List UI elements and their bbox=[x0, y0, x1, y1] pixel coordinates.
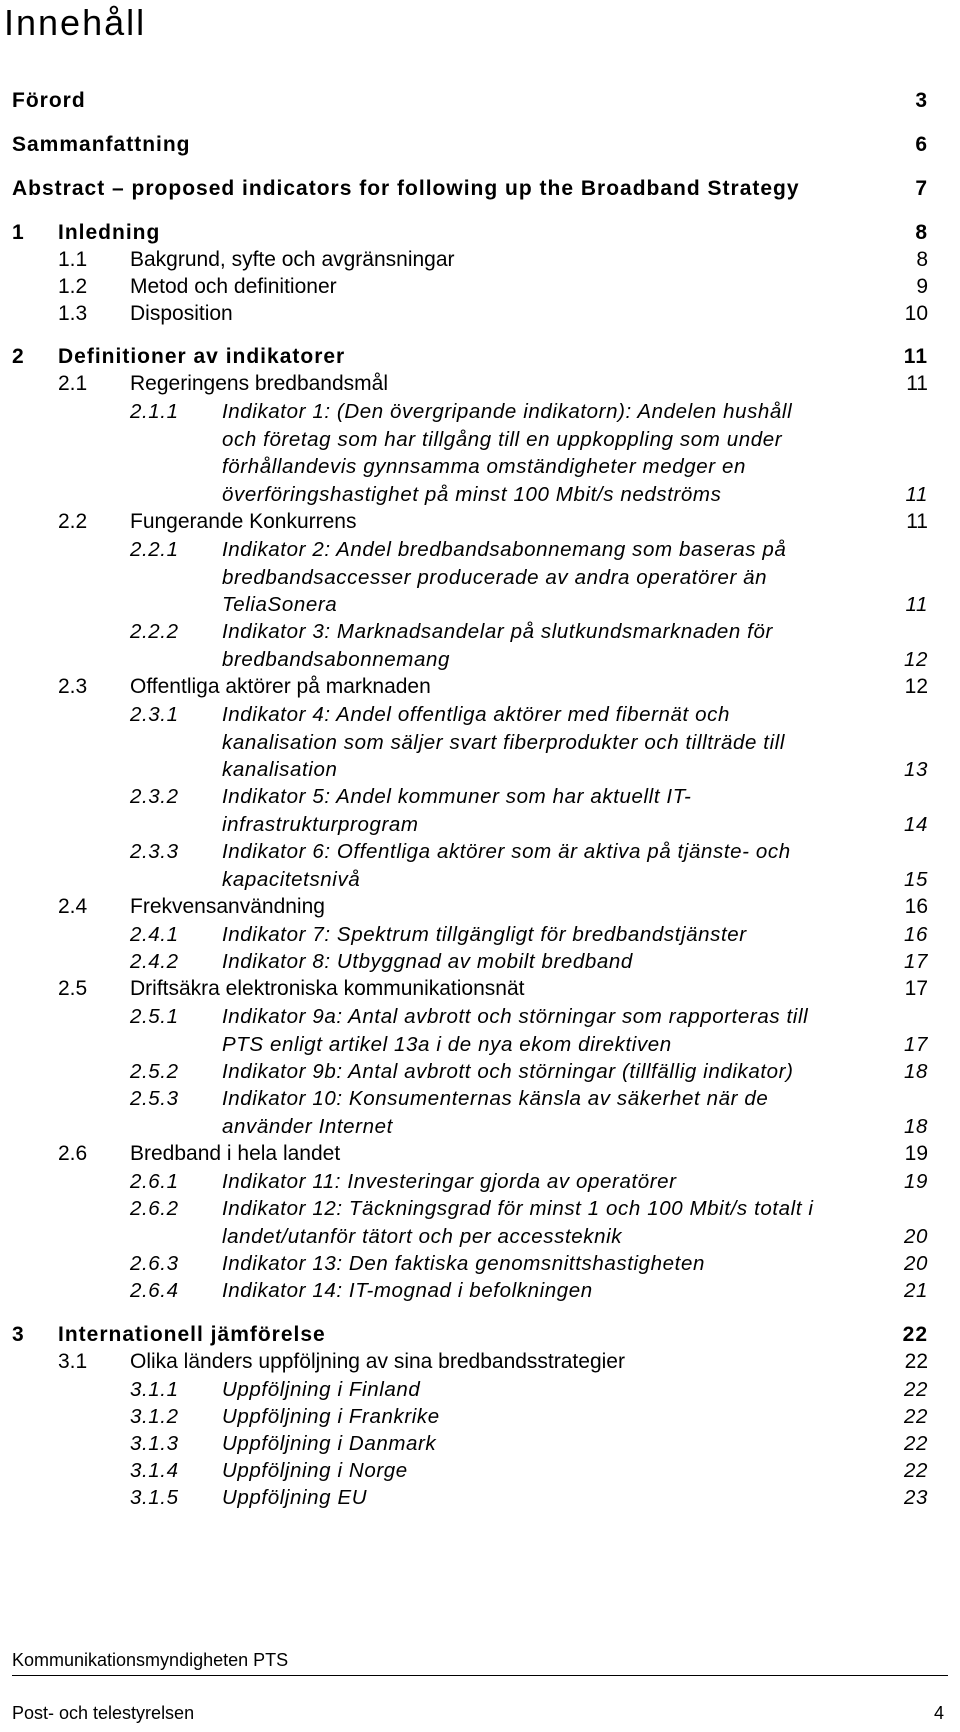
toc-entry-title-line: och företag som har tillgång till en uppkoppling som under bbox=[222, 427, 783, 451]
toc-entry-title-line: Frekvensanvändning bbox=[130, 895, 325, 918]
footer-divider bbox=[12, 1675, 948, 1676]
toc-entry-title-line: Indikator 6: Offentliga aktörer som är aktiva på tjänste- och bbox=[222, 840, 791, 863]
toc-entry-title-line: Indikator 2: Andel bredbandsabonnemang som baseras på bbox=[222, 538, 787, 561]
toc-entry-title-line: TeliaSonera bbox=[222, 593, 338, 616]
toc-entry-title-line: kapacitetsnivå bbox=[222, 867, 361, 891]
toc-entry-number: 1.3 bbox=[58, 302, 88, 325]
footer-publisher: Post- och telestyrelsen bbox=[12, 1703, 195, 1723]
toc-entry-title-line: Indikator 10: Konsumenternas känsla av säkerhet när de bbox=[222, 1087, 769, 1110]
toc-entry-title-line: bredbandsabonnemang bbox=[222, 647, 450, 671]
toc-entry-title-line: Fungerande Konkurrens bbox=[130, 510, 357, 533]
toc-entry-page: 9 bbox=[916, 275, 928, 298]
footer-organization: Kommunikationsmyndigheten PTS bbox=[12, 1650, 289, 1670]
toc-entry-title-line: Driftsäkra elektroniska kommunikationsnät bbox=[130, 977, 525, 1000]
toc-entry-title-line: kanalisation bbox=[222, 758, 338, 781]
toc-entry-number: 2.6.4 bbox=[130, 1279, 179, 1302]
toc-entry-title-line: Metod och definitioner bbox=[130, 275, 337, 298]
toc-entry-page: 20 bbox=[903, 1252, 928, 1275]
toc-entry-number: 2.2.1 bbox=[130, 538, 179, 561]
toc-entry-page: 12 bbox=[904, 675, 928, 698]
toc-entry-number: 2.3.3 bbox=[130, 840, 179, 863]
toc-entry-title-line: Indikator 14: IT-mognad i befolkningen bbox=[222, 1279, 593, 1302]
toc-entry-page: 11 bbox=[906, 372, 928, 395]
toc-entry-title-line: Uppföljning i Danmark bbox=[222, 1432, 437, 1455]
toc-entry-number: 2.2.2 bbox=[130, 620, 179, 643]
toc-entry-title-line: använder Internet bbox=[222, 1114, 393, 1138]
toc-entry-number: 1.2 bbox=[58, 275, 88, 298]
toc-entry-number: 2.6 bbox=[58, 1142, 88, 1165]
toc-entry-page: 19 bbox=[903, 1170, 928, 1193]
toc-entry-page: 20 bbox=[903, 1224, 928, 1248]
toc-entry-number: 2.6.3 bbox=[130, 1252, 179, 1275]
toc-entry-number: 3.1.3 bbox=[130, 1432, 179, 1455]
toc-entry-title-line: förhållandevis gynnsamma omständigheter medger en bbox=[222, 455, 746, 478]
toc-entry-title-line: Indikator 12: Täckningsgrad för minst 1 och 100 Mbit/s totalt i bbox=[222, 1197, 814, 1220]
toc-entry-title-line: kanalisation som säljer svart fiberprodukter och tillträde till bbox=[222, 730, 786, 754]
toc-entry-page: 10 bbox=[904, 302, 928, 325]
toc-entry-title-line: PTS enligt artikel 13a i de nya ekom direktiven bbox=[222, 1032, 672, 1056]
toc-entry-title-line: Indikator 13: Den faktiska genomsnittshastigheten bbox=[222, 1252, 705, 1275]
toc-entry-title-line: Indikator 7: Spektrum tillgängligt för bredbandstjänster bbox=[222, 923, 747, 946]
toc-entry-number: 3.1 bbox=[58, 1350, 88, 1373]
page-title: Innehåll bbox=[4, 2, 147, 43]
toc-entry-number: 2.5.3 bbox=[130, 1087, 179, 1110]
toc-entry-page: 18 bbox=[903, 1060, 928, 1083]
toc-entry-number: 2.3.1 bbox=[130, 703, 179, 726]
toc-entry-page: 16 bbox=[904, 895, 928, 918]
toc-entry-number: 2.4.2 bbox=[130, 950, 179, 973]
toc-entry-page: 22 bbox=[903, 1459, 928, 1482]
toc-entry-title-line: Uppföljning i Norge bbox=[222, 1459, 408, 1482]
toc-entry-title-line: Uppföljning EU bbox=[222, 1486, 368, 1509]
toc-entry-page: 18 bbox=[903, 1114, 928, 1138]
toc-entry-page: 21 bbox=[903, 1279, 928, 1302]
toc-entry-page: 17 bbox=[904, 977, 928, 1000]
toc-entry-title-line: Inledning bbox=[58, 221, 161, 244]
toc-entry-number: 2.5 bbox=[58, 977, 88, 1000]
toc-entry-page: 11 bbox=[905, 593, 928, 616]
toc-entry-number: 2.6.1 bbox=[130, 1170, 179, 1193]
toc-entry-title-line: Sammanfattning bbox=[12, 133, 191, 156]
toc-entry-page: 16 bbox=[903, 923, 928, 946]
toc-entry-title-line: Bredband i hela landet bbox=[130, 1142, 341, 1165]
toc-entry-page: 3 bbox=[915, 89, 928, 112]
toc-entry-number: 2.5.2 bbox=[130, 1060, 179, 1083]
toc-entry-title-line: landet/utanför tätort och per accessteknik bbox=[222, 1224, 623, 1248]
toc-entry-title-line: Internationell jämförelse bbox=[58, 1323, 326, 1346]
toc-entry-title-line: Offentliga aktörer på marknaden bbox=[130, 675, 431, 698]
toc-entry-title-line: Indikator 8: Utbyggnad av mobilt bredband bbox=[222, 950, 633, 973]
toc-entry-number: 2.2 bbox=[58, 510, 88, 533]
toc-entry-page: 11 bbox=[903, 345, 928, 368]
toc-entry-title-line: Indikator 3: Marknadsandelar på slutkundsmarknaden för bbox=[222, 620, 773, 643]
toc-entry-title-line: Förord bbox=[12, 89, 86, 112]
toc-entry-page: 7 bbox=[915, 177, 928, 200]
toc-entry-number: 1.1 bbox=[58, 248, 88, 271]
toc-entry-number: 2.6.2 bbox=[130, 1197, 179, 1220]
toc-entry-number: 3.1.1 bbox=[130, 1378, 179, 1401]
toc-entry-page: 8 bbox=[916, 248, 928, 271]
toc-entry-number: 3.1.2 bbox=[130, 1405, 179, 1428]
toc-entry-number: 2.3.2 bbox=[130, 785, 179, 808]
toc-entry-title-line: Indikator 1: (Den övergripande indikatorn): Andelen hushåll bbox=[222, 400, 793, 423]
toc-entry-page: 17 bbox=[903, 1032, 928, 1056]
toc-entry-number: 2.4.1 bbox=[130, 923, 179, 946]
toc-entry-page: 23 bbox=[903, 1486, 928, 1509]
toc-entry-number: 1 bbox=[12, 221, 25, 244]
toc-entry-number: 3 bbox=[12, 1323, 25, 1346]
toc-entry-page: 8 bbox=[915, 221, 928, 244]
toc-entry-number: 2.4 bbox=[58, 895, 88, 918]
toc-entry-page: 12 bbox=[903, 647, 928, 671]
toc-entry-page: 11 bbox=[906, 510, 928, 533]
toc-entry-title-line: Olika länders uppföljning av sina bredbandsstrategier bbox=[130, 1350, 625, 1373]
toc-entry-title-line: Definitioner av indikatorer bbox=[58, 345, 346, 368]
toc-entry-page: 14 bbox=[903, 812, 928, 836]
toc-entry-title-line: Uppföljning i Finland bbox=[222, 1378, 421, 1401]
toc-entry-title-line: Abstract – proposed indicators for following up the Broadband Strategy bbox=[12, 177, 800, 200]
toc-entry-page: 22 bbox=[903, 1405, 928, 1428]
toc-entry-title-line: infrastrukturprogram bbox=[222, 812, 419, 836]
toc-entry-page: 13 bbox=[903, 758, 928, 781]
footer-page-number: 4 bbox=[933, 1703, 944, 1723]
toc-entry-number: 2.3 bbox=[58, 675, 88, 698]
toc-entry-number: 2 bbox=[12, 345, 25, 368]
toc-entry-title-line: Indikator 4: Andel offentliga aktörer med fibernät och bbox=[222, 703, 730, 726]
toc-entry-page: 22 bbox=[902, 1323, 928, 1346]
toc-entry-number: 2.1 bbox=[58, 372, 88, 395]
toc-entry-page: 22 bbox=[903, 1378, 928, 1401]
toc-entry-title-line: Indikator 9b: Antal avbrott och störningar (tillfällig indikator) bbox=[222, 1060, 794, 1083]
toc-entry-number: 3.1.5 bbox=[130, 1486, 179, 1509]
toc-entry-page: 19 bbox=[904, 1142, 928, 1165]
toc-entry-number: 2.5.1 bbox=[130, 1005, 179, 1028]
toc-entry-title-line: Disposition bbox=[130, 302, 233, 325]
toc-entry-page: 15 bbox=[903, 867, 928, 891]
toc-entry-title-line: bredbandsaccesser producerade av andra operatörer än bbox=[222, 565, 768, 589]
toc-entry-page: 22 bbox=[904, 1350, 928, 1373]
toc-entry-title-line: Indikator 9a: Antal avbrott och störningar som rapporteras till bbox=[222, 1005, 809, 1028]
toc-entry-page: 17 bbox=[903, 950, 928, 973]
toc-entry-number: 2.1.1 bbox=[130, 400, 179, 423]
toc-entry-title-line: Regeringens bredbandsmål bbox=[130, 372, 388, 395]
toc-entry-title-line: Uppföljning i Frankrike bbox=[222, 1405, 440, 1428]
toc-entry-title-line: Indikator 11: Investeringar gjorda av operatörer bbox=[222, 1170, 677, 1193]
toc-entry-page: 6 bbox=[915, 133, 928, 156]
toc-entry-title-line: Bakgrund, syfte och avgränsningar bbox=[130, 248, 455, 271]
toc-entry-title-line: överföringshastighet på minst 100 Mbit/s nedströms bbox=[222, 482, 722, 506]
toc-entry-title-line: Indikator 5: Andel kommuner som har aktuellt IT- bbox=[222, 785, 692, 808]
toc-entry-number: 3.1.4 bbox=[130, 1459, 179, 1482]
toc-entry-page: 11 bbox=[905, 482, 928, 506]
toc-entry-page: 22 bbox=[903, 1432, 928, 1455]
